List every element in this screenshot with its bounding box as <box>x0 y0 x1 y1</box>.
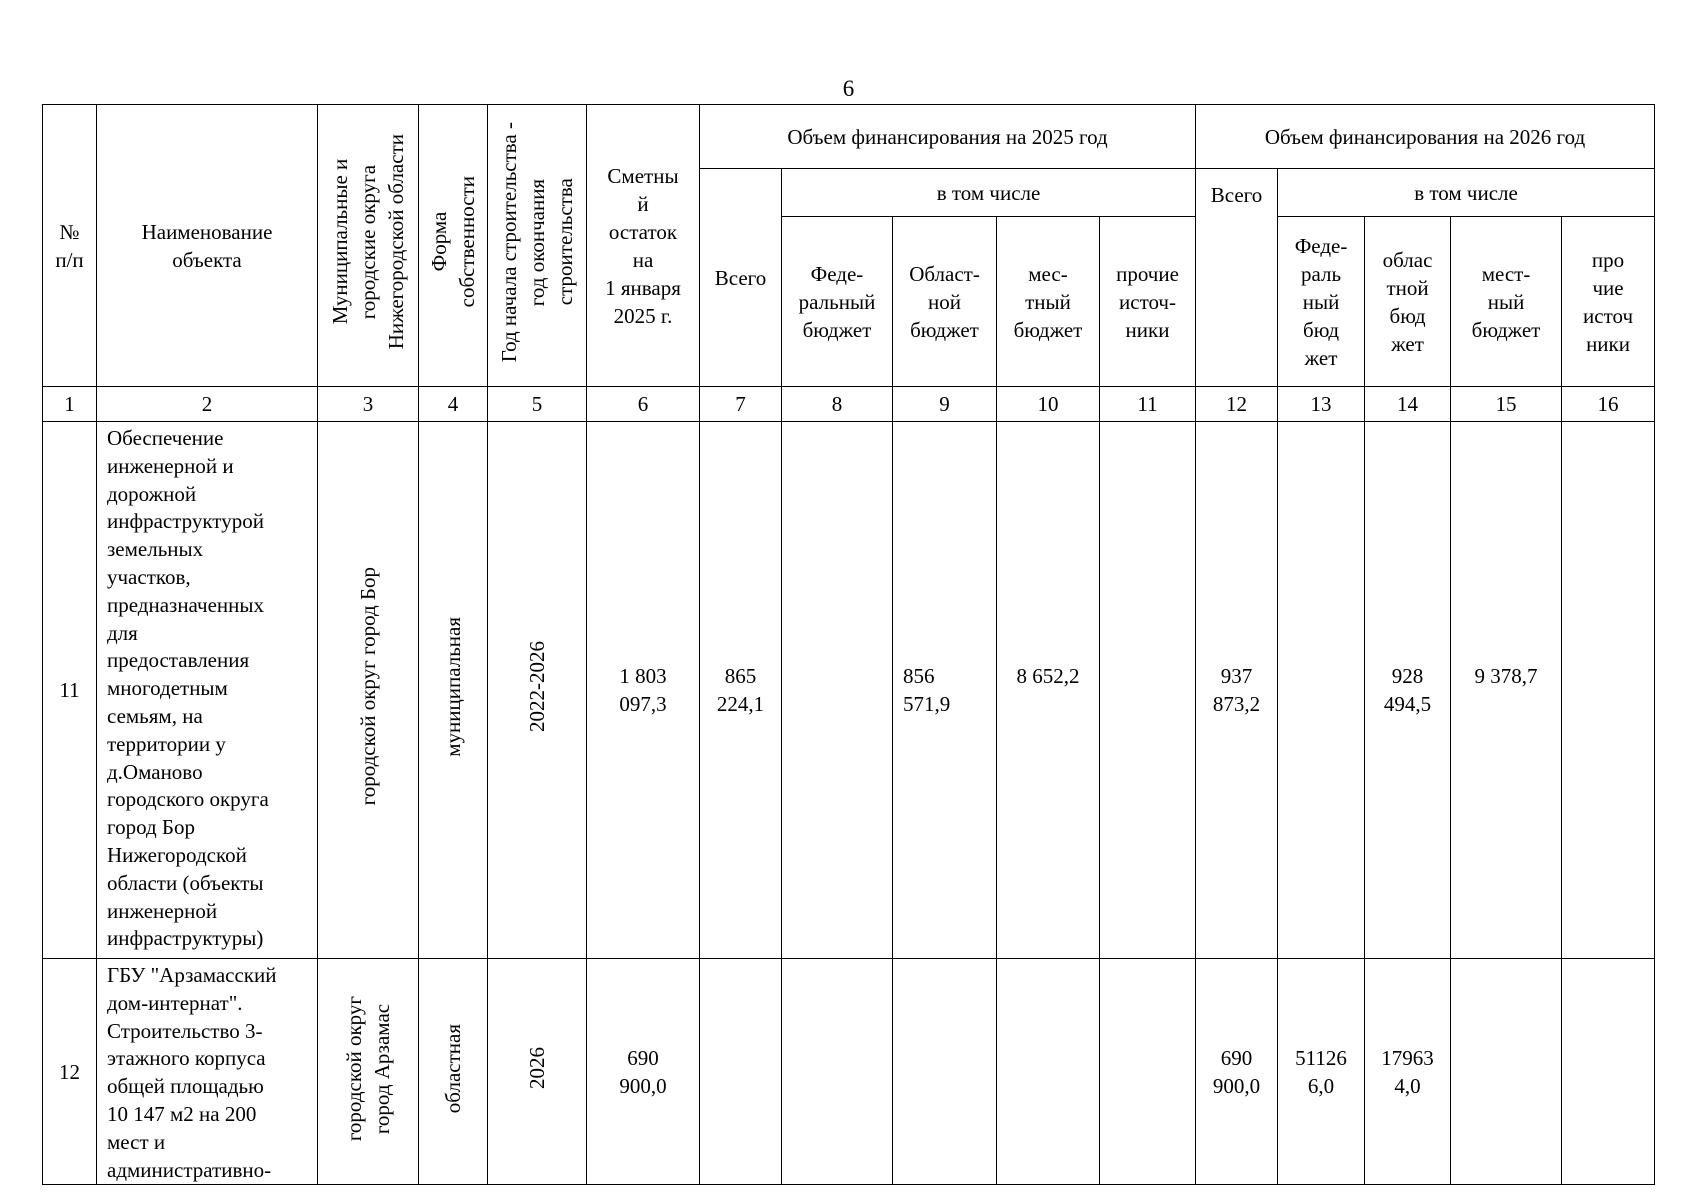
column-number: 16 <box>1562 387 1655 422</box>
header-group-2025: Объем финансирования на 2025 год <box>700 105 1196 169</box>
local-2026-cell: 9 378,7 <box>1451 422 1562 959</box>
column-number: 2 <box>97 387 318 422</box>
years-text: 2022-2026 <box>525 641 549 732</box>
header-other-2025: прочие источ- ники <box>1100 217 1196 387</box>
object-name: ГБУ "Арзамасский дом-интернат". Строительство 3- этажного корпуса общей площадью 10 147 м2 на 200 мест и административно- <box>97 959 318 1185</box>
total-2026-cell: 937 873,2 <box>1196 422 1278 959</box>
row-number: 11 <box>43 422 97 959</box>
local-2025-cell: 8 652,2 <box>997 422 1100 959</box>
column-number: 15 <box>1451 387 1562 422</box>
column-number: 4 <box>419 387 488 422</box>
header-ownership <box>419 105 488 387</box>
header-total-2026: Всего <box>1196 169 1278 387</box>
header-years <box>488 105 587 387</box>
header-local-2026: мест- ный бюджет <box>1451 217 1562 387</box>
column-number: 12 <box>1196 387 1278 422</box>
header-regional-2025: Област- ной бюджет <box>893 217 997 387</box>
column-number-row <box>43 387 1655 422</box>
other-2025-cell <box>1100 422 1196 959</box>
local-2025-cell <box>997 959 1100 1185</box>
municipality-text: городской округ город Арзамас <box>342 995 394 1141</box>
header-local-2025: мес- тный бюджет <box>997 217 1100 387</box>
regional-2025-cell <box>893 959 997 1185</box>
row-number: 12 <box>43 959 97 1185</box>
column-number: 1 <box>43 387 97 422</box>
header-ownership-text: Форма собственности <box>427 176 479 308</box>
municipality-cell <box>318 422 419 959</box>
other-2025-cell <box>1100 959 1196 1185</box>
header-regional-2026: облас тной бюд жет <box>1365 217 1451 387</box>
column-number: 14 <box>1365 387 1451 422</box>
column-number: 8 <box>782 387 893 422</box>
column-number: 11 <box>1100 387 1196 422</box>
federal-2025-cell <box>782 422 893 959</box>
ownership-cell <box>419 422 488 959</box>
column-number: 3 <box>318 387 419 422</box>
column-number: 10 <box>997 387 1100 422</box>
years-cell <box>488 422 587 959</box>
federal-2026-cell: 51126 6,0 <box>1278 959 1365 1185</box>
regional-2026-cell: 17963 4,0 <box>1365 959 1451 1185</box>
remainder-cell: 690 900,0 <box>587 959 700 1185</box>
object-name: Обеспечение инженерной и дорожной инфраструктурой земельных участков, предназначенных для предоставления многодетным семьям, на территории у д.Оманово городского округа город Бор Нижегородской области (объекты инженерной инфраструктуры) <box>97 422 318 959</box>
remainder-cell: 1 803 097,3 <box>587 422 700 959</box>
local-2026-cell <box>1451 959 1562 1185</box>
financing-table <box>42 104 1655 1185</box>
header-group-2026: Объем финансирования на 2026 год <box>1196 105 1655 169</box>
regional-2026-cell: 928 494,5 <box>1365 422 1451 959</box>
other-2026-cell <box>1562 422 1655 959</box>
municipality-text: городской округ город Бор <box>356 567 380 806</box>
total-2025-cell <box>700 959 782 1185</box>
total-2026-cell: 690 900,0 <box>1196 959 1278 1185</box>
regional-2025-cell: 856 571,9 <box>893 422 997 959</box>
years-text: 2026 <box>525 1047 549 1090</box>
header-years-text: Год начала строительства - год окончания строительства <box>497 121 577 363</box>
header-remainder: Сметны й остаток на 1 января 2025 г. <box>587 105 700 387</box>
header-row-number: № п/п <box>43 105 97 387</box>
federal-2026-cell <box>1278 422 1365 959</box>
header-federal-2026: Феде- раль ный бюд жет <box>1278 217 1365 387</box>
ownership-text: областная <box>441 1023 465 1113</box>
header-municipality <box>318 105 419 387</box>
header-including-2025: в том числе <box>782 169 1196 217</box>
column-number: 6 <box>587 387 700 422</box>
municipality-cell <box>318 959 419 1185</box>
ownership-cell <box>419 959 488 1185</box>
table-row <box>43 959 1655 1185</box>
years-cell <box>488 959 587 1185</box>
header-municipality-text: Муниципальные и городские округа Нижегородской области <box>328 134 408 350</box>
column-number: 9 <box>893 387 997 422</box>
other-2026-cell <box>1562 959 1655 1185</box>
header-federal-2025: Феде- ральный бюджет <box>782 217 893 387</box>
total-2025-cell: 865 224,1 <box>700 422 782 959</box>
column-number: 5 <box>488 387 587 422</box>
column-number: 7 <box>700 387 782 422</box>
header-other-2026: про чие источ ники <box>1562 217 1655 387</box>
header-total-2025: Всего <box>700 169 782 387</box>
header-including-2026: в том числе <box>1278 169 1655 217</box>
page-number: 6 <box>842 76 855 101</box>
column-number: 13 <box>1278 387 1365 422</box>
table-row <box>43 422 1655 959</box>
federal-2025-cell <box>782 959 893 1185</box>
ownership-text: муниципальная <box>441 616 465 757</box>
header-object-name: Наименование объекта <box>97 105 318 387</box>
